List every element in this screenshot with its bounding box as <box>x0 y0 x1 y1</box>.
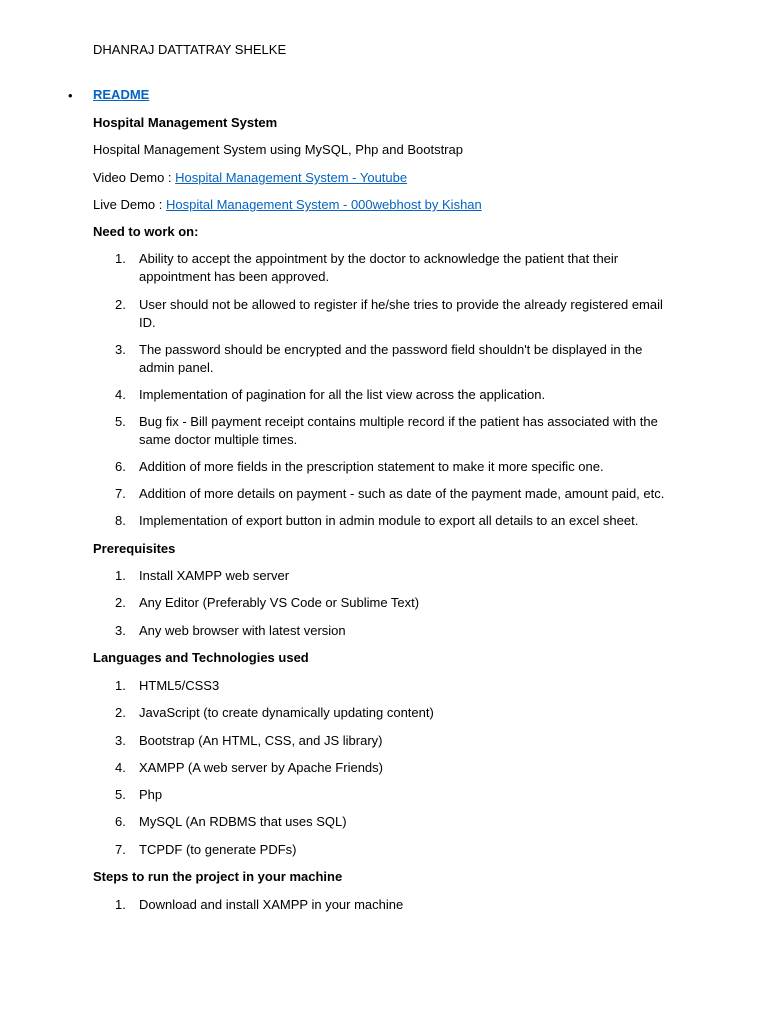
live-demo-line <box>93 196 482 214</box>
live-demo-link[interactable]: Hospital Management System - 000webhost by Kishan <box>165 197 482 212</box>
project-description: Hospital Management System using MySQL, Php and Bootstrap <box>93 142 463 157</box>
list-item <box>115 813 675 831</box>
item-number: 4. <box>115 760 126 775</box>
list-item <box>115 841 675 859</box>
item-number: 3. <box>115 342 126 357</box>
item-text: Any web browser with latest version <box>139 623 346 638</box>
list-item <box>115 386 675 404</box>
list-item <box>115 759 675 777</box>
list-item <box>115 732 675 750</box>
video-demo-line <box>93 169 407 187</box>
item-text: HTML5/CSS3 <box>139 678 220 693</box>
list-item <box>115 677 675 695</box>
item-number: 7. <box>115 842 126 857</box>
item-text: Download and install XAMPP in your machine <box>139 897 404 912</box>
item-text: User should not be allowed to register if he/she tries to provide the already registered email ID. <box>139 297 663 330</box>
item-number: 1. <box>115 568 126 583</box>
item-text: Bootstrap (An HTML, CSS, and JS library) <box>139 733 383 748</box>
item-number: 2. <box>115 297 126 312</box>
list-item <box>115 786 675 804</box>
item-text: Addition of more fields in the prescription statement to make it more specific one. <box>139 459 604 474</box>
readme-link[interactable]: README <box>93 87 150 102</box>
item-text: Addition of more details on payment - such as date of the payment made, amount paid, etc. <box>139 486 665 501</box>
author-name: DHANRAJ DATTATRAY SHELKE <box>93 42 287 57</box>
item-number: 4. <box>115 387 126 402</box>
list-item <box>115 250 675 286</box>
item-text: XAMPP (A web server by Apache Friends) <box>139 760 383 775</box>
list-item <box>115 622 675 640</box>
item-number: 1. <box>115 897 126 912</box>
item-text: Any Editor (Preferably VS Code or Sublime Text) <box>139 595 420 610</box>
list-item <box>115 704 675 722</box>
steps-heading: Steps to run the project in your machine <box>93 869 343 884</box>
languages-heading: Languages and Technologies used <box>93 650 309 665</box>
live-demo-label: Live Demo : <box>93 197 166 212</box>
video-demo-label: Video Demo : <box>93 170 176 185</box>
item-number: 6. <box>115 814 126 829</box>
item-number: 2. <box>115 705 126 720</box>
list-item <box>115 341 675 377</box>
need-to-work-heading: Need to work on: <box>93 224 199 239</box>
item-text: TCPDF (to generate PDFs) <box>139 842 297 857</box>
item-text: Bug fix - Bill payment receipt contains multiple record if the patient has associated with the same doctor multiple times. <box>139 414 658 447</box>
item-text: JavaScript (to create dynamically updating content) <box>139 705 434 720</box>
video-demo-link[interactable]: Hospital Management System - Youtube <box>175 170 408 185</box>
item-text: Php <box>139 787 163 802</box>
item-number: 5. <box>115 787 126 802</box>
list-item <box>115 458 675 476</box>
item-number: 3. <box>115 733 126 748</box>
readme-heading <box>93 86 149 104</box>
item-number: 1. <box>115 251 126 266</box>
list-item <box>115 512 675 530</box>
item-text: Install XAMPP web server <box>139 568 290 583</box>
item-text: The password should be encrypted and the password field shouldn't be displayed in the admin panel. <box>139 342 643 375</box>
list-item <box>115 485 675 503</box>
prerequisites-heading: Prerequisites <box>93 541 176 556</box>
item-number: 3. <box>115 623 126 638</box>
list-item <box>115 413 675 449</box>
item-text: Implementation of pagination for all the list view across the application. <box>139 387 546 402</box>
list-item <box>115 594 675 612</box>
item-text: MySQL (An RDBMS that uses SQL) <box>139 814 347 829</box>
list-item <box>115 296 675 332</box>
item-text: Implementation of export button in admin module to export all details to an excel sheet. <box>139 513 639 528</box>
item-number: 5. <box>115 414 126 429</box>
bullet-marker: • <box>68 88 73 103</box>
item-number: 6. <box>115 459 126 474</box>
item-number: 7. <box>115 486 126 501</box>
item-number: 1. <box>115 678 126 693</box>
list-item <box>115 896 675 914</box>
item-number: 8. <box>115 513 126 528</box>
item-number: 2. <box>115 595 126 610</box>
item-text: Ability to accept the appointment by the doctor to acknowledge the patient that their appointment has been approved. <box>139 251 619 284</box>
project-title: Hospital Management System <box>93 115 278 130</box>
list-item <box>115 567 675 585</box>
